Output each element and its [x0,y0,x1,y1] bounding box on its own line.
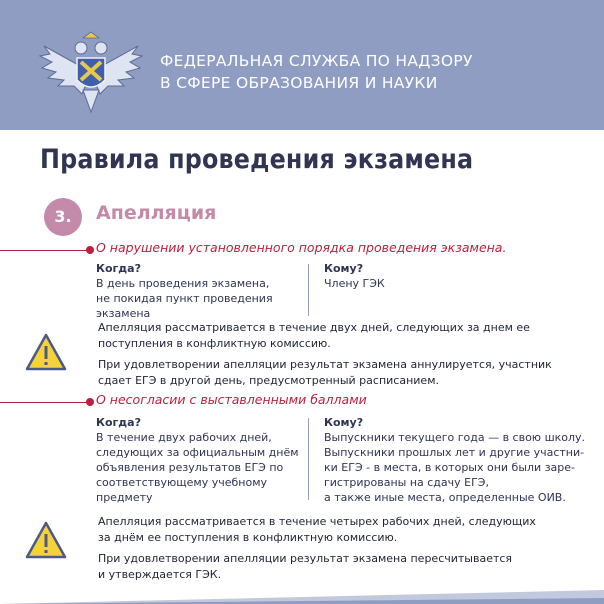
block2-whom-text [324,430,585,505]
block2-when-text [96,430,299,505]
block1-column-divider [308,264,309,316]
block2-note-line: При удовлетворении апелляции результат экзамена пересчитывается [98,552,513,565]
block2-when-line: объявления результатов ЕГЭ по [96,461,284,474]
block1-note [98,320,552,388]
block2-whom-line: Выпускники прошлых лет и другие участни- [324,446,585,459]
block1-note-line: При удовлетворении апелляции результат экзамена аннулируется, участник [98,358,552,371]
block2-whom-line: гистрированы на сдачу ЕГЭ, [324,476,489,489]
section-number-badge: 3. [44,198,82,236]
block2-when-line: следующих за официальным днём [96,446,299,459]
block1-note-line: поступления в конфликтную комиссию. [98,336,331,350]
block1-when-line: не покидая пункт проведения [96,292,273,305]
block1-subheading: О нарушении установленного порядка проведения экзамена. [96,240,507,255]
block2-when-line: предмету [96,491,153,504]
block1-divider-line [0,250,90,251]
block1-note-line: Апелляция рассматривается в течение двух дней, следующих за днем ее [98,321,530,334]
block1-whom-line: Члену ГЭК [324,277,385,290]
block1-when-line: В день проведения экзамена, [96,277,270,290]
agency-name [160,50,473,94]
block2-whom-line: а также иные места, определенные ОИВ. [324,491,566,504]
block1-when-line: экзамена [96,307,151,320]
block2-note-line: за днём ее поступления в конфликтную комиссию. [98,530,398,544]
page-title: Правила проведения экзамена [40,144,474,175]
agency-name-line2: В СФЕРЕ ОБРАЗОВАНИЯ И НАУКИ [160,74,438,92]
block1-whom-text [324,276,385,291]
warning-triangle-icon [24,332,68,372]
block2-whom-label: Кому? [324,416,364,429]
block1-whom-label: Кому? [324,262,364,275]
block2-when-line: В течение двух рабочих дней, [96,431,272,444]
block2-bullet-dot [86,398,94,406]
section-title: Апелляция [96,202,217,224]
block1-when-label: Когда? [96,262,141,275]
block2-note-line: и утверждается ГЭК. [98,567,222,581]
header-banner [0,0,604,130]
double-headed-eagle-icon [36,28,146,116]
block1-when-text [96,276,273,321]
block2-whom-line: ки ЕГЭ - в места, в которых они были заре- [324,461,576,474]
block2-note-line: Апелляция рассматривается в течение четырех рабочих дней, следующих [98,515,536,528]
block2-when-line: соответствующему учебному [96,476,268,489]
block1-bullet-dot [86,246,94,254]
block2-column-divider [308,418,309,500]
block2-when-label: Когда? [96,416,141,429]
block2-whom-line: Выпускники текущего года — в свою школу. [324,431,586,444]
block2-divider-line [0,402,90,403]
block2-subheading: О несогласии с выставленными баллами [96,392,367,407]
block1-note-line: сдает ЕГЭ в другой день, предусмотренный расписанием. [98,373,439,387]
footer-decoration [0,564,604,604]
warning-triangle-icon [24,520,68,560]
agency-name-line1: ФЕДЕРАЛЬНАЯ СЛУЖБА ПО НАДЗОРУ [160,52,473,70]
